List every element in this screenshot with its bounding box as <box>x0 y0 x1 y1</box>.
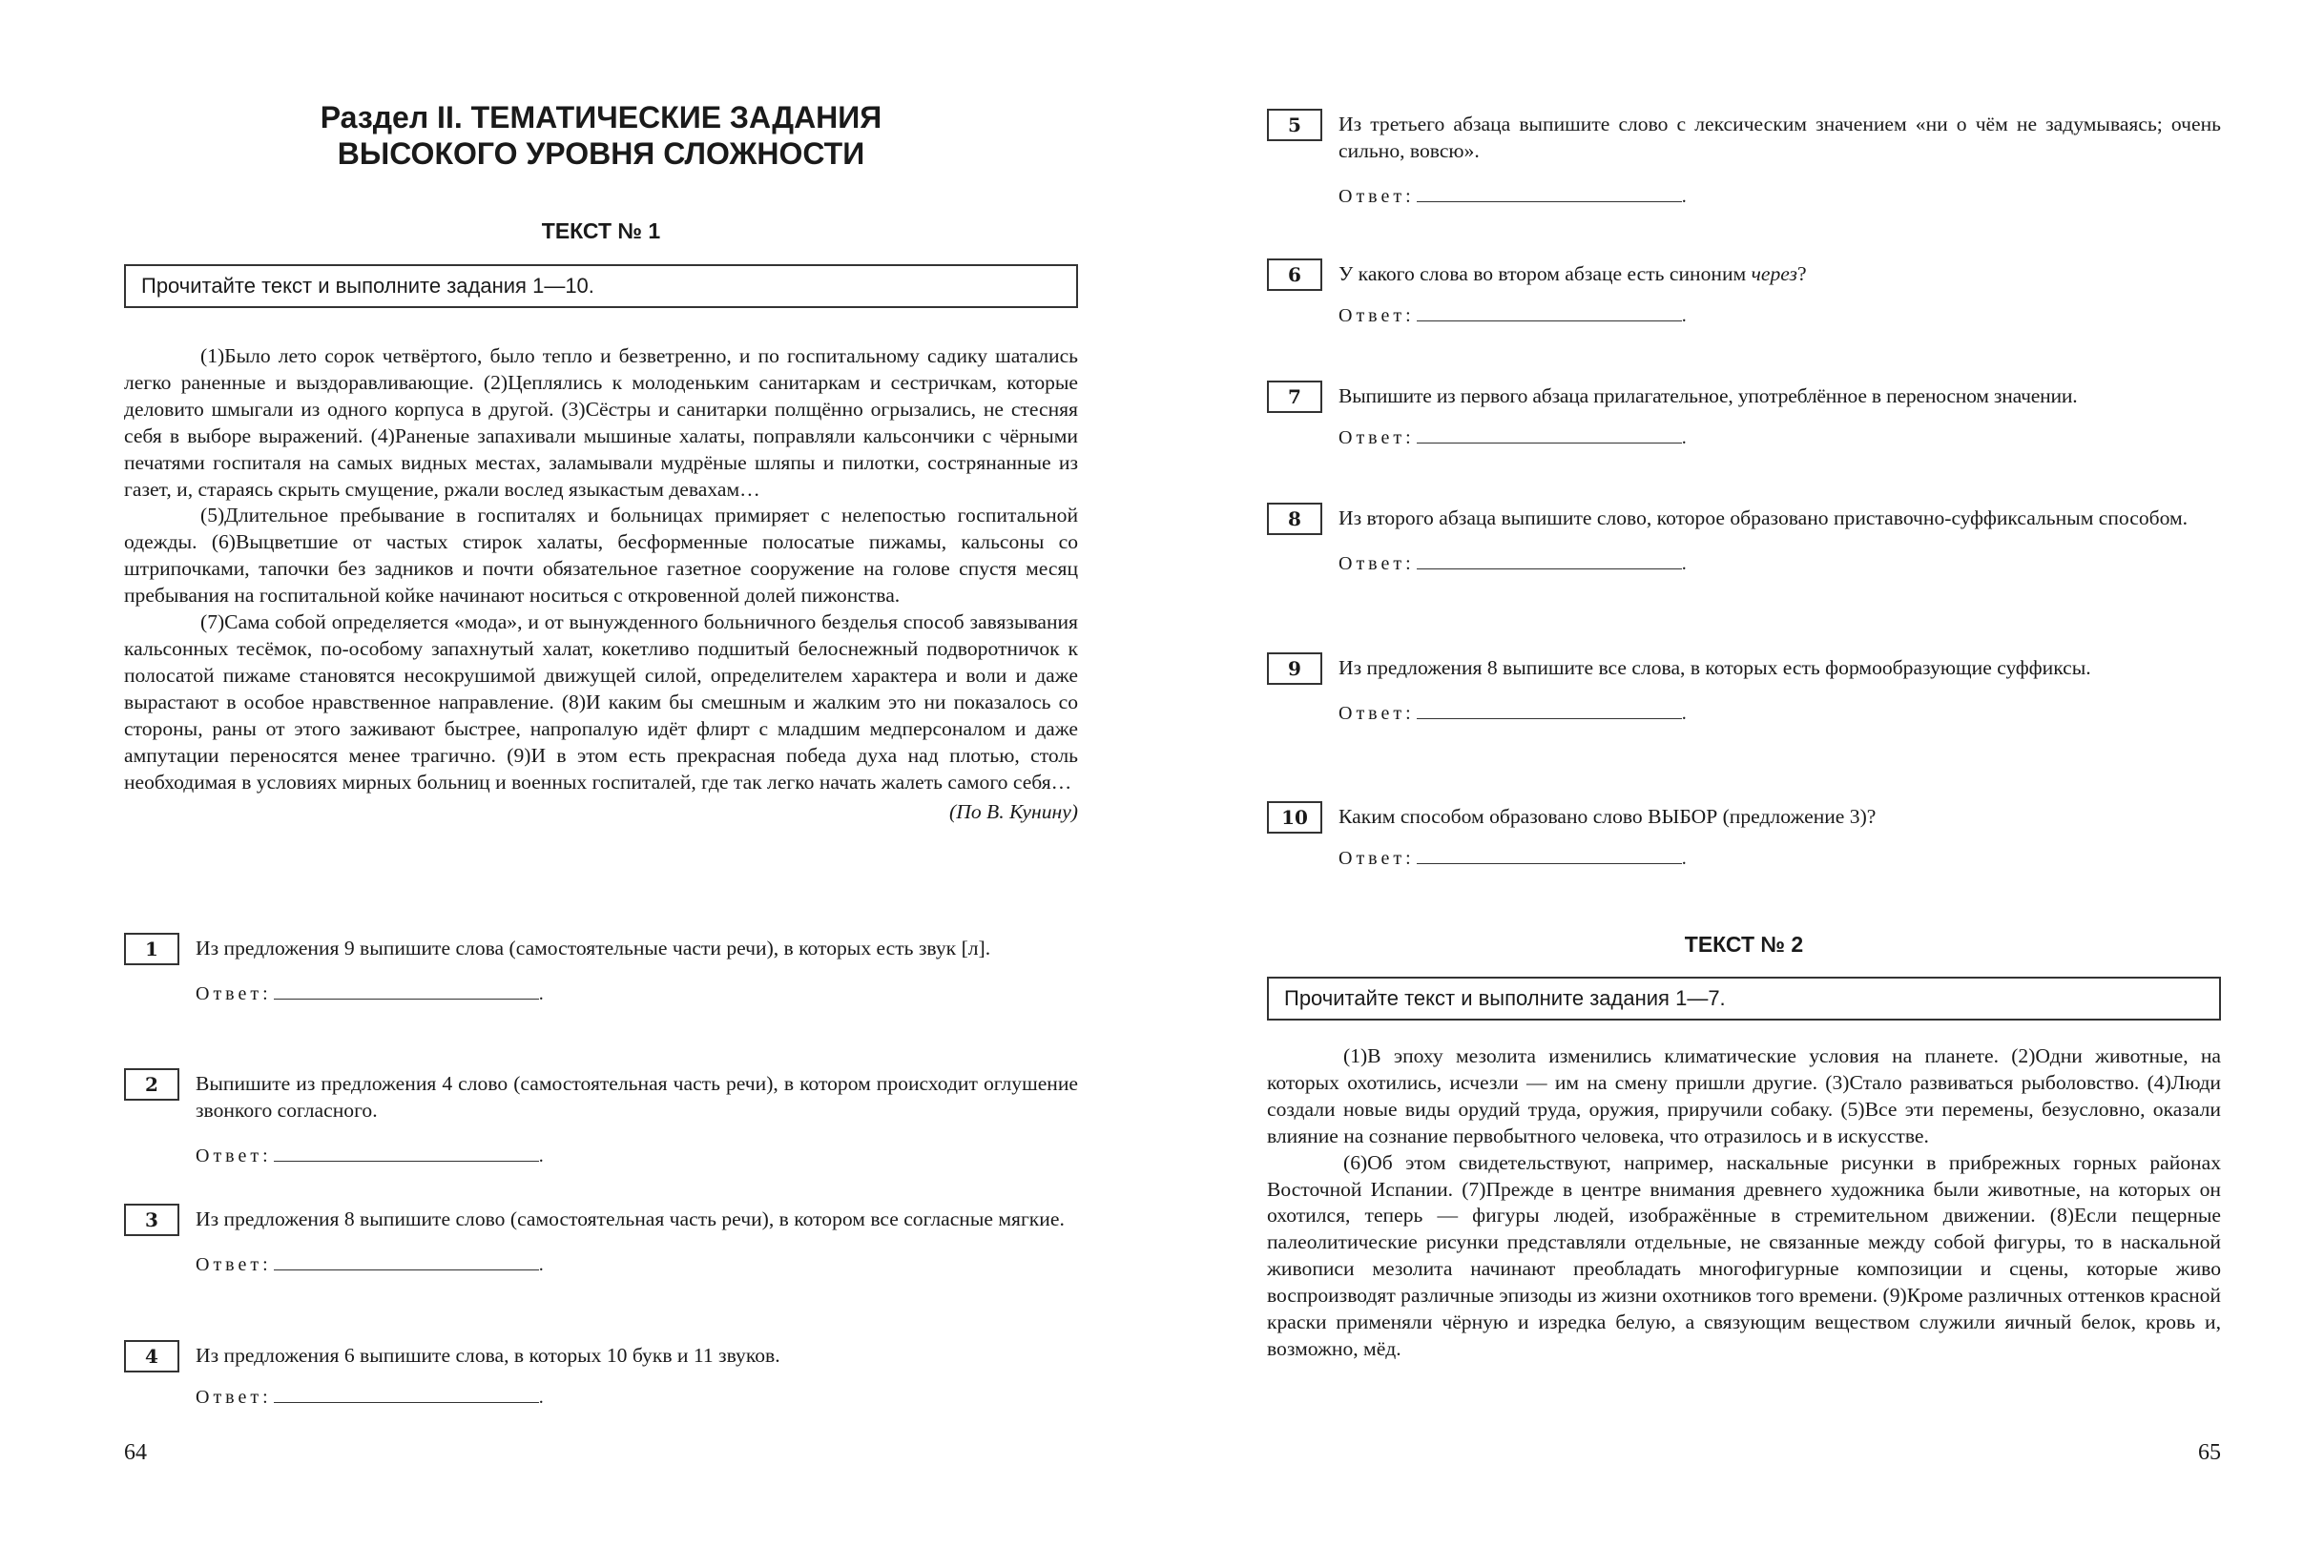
task-1 <box>124 933 1078 1007</box>
answer-field[interactable]: Ответ: . <box>196 1143 1078 1169</box>
task-number: 9 <box>1267 652 1322 685</box>
passage-paragraph: (7)Сама собой определяется «мода», и от вынужденного больничного безделья способ завязывания кальсонных тесёмок, по-особому запахнутый халат, кокетливо подшитый белоснежный подворотничок к полосатой пижаме становятся несокрушимой движущей силой, определителем характера и воли и даже вырастают в особое нравственное направление. (8)И каким бы смешным и жалким это ни показалось со стороны, раны от этого заживают быстрее, напропалую идёт флирт с младшим медперсоналом и даже ампутации переносятся менее трагично. (9)И в этом есть прекрасная победа духа над плотью, столь необходимая в условиях мирных больниц и военных госпиталей, где так легко начать жалеть самого себя… <box>124 610 1078 794</box>
task-number: 3 <box>124 1204 179 1236</box>
task-4 <box>124 1340 1078 1411</box>
answer-label: Ответ: <box>1338 305 1415 326</box>
answer-label: Ответ: <box>196 983 272 1004</box>
answer-field[interactable]: Ответ: . <box>196 1251 1078 1278</box>
answer-field[interactable]: Ответ: . <box>1338 424 2221 451</box>
answer-line[interactable] <box>1417 183 1682 202</box>
task-number: 10 <box>1267 801 1322 834</box>
answer-line[interactable] <box>274 980 539 1000</box>
answer-label: Ответ: <box>1338 186 1415 207</box>
task-number: 7 <box>1267 381 1322 413</box>
answer-label: Ответ: <box>1338 553 1415 574</box>
answer-line[interactable] <box>274 1143 539 1162</box>
section-title <box>124 99 1078 172</box>
passage-paragraph: (5)Длительное пребывание в госпиталях и больницах примиряет с нелепостью госпитальной одежды. (6)Выцветшие от частых стирок халаты, бесформенные полосатые пижамы, кальсоны со штрипочками, тапочки без задников и почти обязательное газетное сооружение на голове спустя месяц пребывания на госпитальной койке начинают носиться с откровенной долей пижонства. <box>124 504 1078 608</box>
task-number: 2 <box>124 1068 179 1101</box>
attribution: (По В. Кунину) <box>949 800 1078 824</box>
text-1-instruction: Прочитайте текст и выполните задания 1—10. <box>124 264 1078 308</box>
task-10 <box>1267 801 2221 872</box>
answer-line[interactable] <box>1417 424 1682 444</box>
answer-label: Ответ: <box>196 1145 272 1166</box>
passage-paragraph: (1)Было лето сорок четвёртого, было тепло и безветренно, и по госпитальному садику шатались легко раненные и выздоравливающие. (2)Цеплялись к молоденьким санитаркам и сестричкам, которые деловито шмыгали из одного корпуса в другой. (3)Сёстры и санитарки полщённо огрызались, не стесняя себя в выборе выражений. (4)Раненые запахивали мышиные халаты, поправляли кальсончики с чёрными печатями госпиталя на самых видных местах, заламывали мудрёные шляпы и пилотки, сострянанные из газет, и, стараясь скрыть смущение, ржали вослед языкастым девахам… <box>124 344 1078 501</box>
answer-field[interactable]: Ответ: . <box>1338 550 2221 577</box>
answer-label: Ответ: <box>196 1387 272 1408</box>
task-5 <box>1267 109 2221 210</box>
task-number: 4 <box>124 1340 179 1372</box>
task-text: Выпишите из первого абзаца прилагательное, употреблённое в переносном значении. <box>1338 384 2078 407</box>
passage-paragraph: (1)В эпоху мезолита изменились климатические условия на планете. (2)Одни животные, на которых охотились, исчезли — им на смену пришли другие. (3)Стало развиваться рыболовство. (4)Люди создали новые виды орудий труда, оружия, приручили собаку. (5)Все эти перемены, безусловно, оказали влияние на сознание первобытного человека, что отразилось и в искусстве. <box>1267 1044 2221 1147</box>
text-2-instruction: Прочитайте текст и выполните задания 1—7. <box>1267 977 2221 1021</box>
task-text: Каким способом образовано слово ВЫБОР (предложение 3)? <box>1338 805 1877 828</box>
answer-field[interactable]: Ответ: . <box>1338 700 2221 727</box>
task-number: 8 <box>1267 503 1322 535</box>
answer-label: Ответ: <box>1338 703 1415 724</box>
task-text-part: У какого слова во втором абзаце есть синоним <box>1338 262 1752 285</box>
answer-line[interactable] <box>274 1251 539 1270</box>
task-text-italic-word: через <box>1751 262 1797 285</box>
task-7 <box>1267 381 2221 451</box>
task-number: 5 <box>1267 109 1322 141</box>
task-text: Из второго абзаца выпишите слово, которое образовано приставочно-суффиксальным способом. <box>1338 506 2189 529</box>
answer-field[interactable]: Ответ: . <box>196 980 1078 1007</box>
task-text: Выпишите из предложения 4 слово (самостоятельная часть речи), в котором происходит оглушение звонкого согласного. <box>196 1072 1078 1122</box>
answer-field[interactable]: Ответ: . <box>196 1384 1078 1411</box>
text-1-passage <box>124 343 1078 826</box>
task-text: Из третьего абзаца выпишите слово с лексическим значением «ни о чём не задумываясь; очень сильно, вовсю». <box>1338 113 2221 162</box>
task-2 <box>124 1068 1078 1169</box>
page-number: 64 <box>124 1440 147 1465</box>
answer-line[interactable] <box>274 1384 539 1403</box>
answer-line[interactable] <box>1417 550 1682 569</box>
text-2-passage <box>1267 1043 2221 1363</box>
text-2-heading: ТЕКСТ № 2 <box>1684 932 1804 957</box>
answer-label: Ответ: <box>1338 848 1415 869</box>
section-title-line-2: ВЫСОКОГО УРОВНЯ СЛОЖНОСТИ <box>337 136 865 171</box>
answer-field[interactable]: Ответ: . <box>1338 845 2221 872</box>
answer-label: Ответ: <box>1338 427 1415 448</box>
answer-label: Ответ: <box>196 1254 272 1275</box>
task-number: 1 <box>124 933 179 965</box>
answer-field[interactable]: Ответ: . <box>1338 183 2221 210</box>
right-page <box>1267 0 2221 1568</box>
task-text-part: ? <box>1797 262 1807 285</box>
task-text: Из предложения 8 выпишите слово (самостоятельная часть речи), в котором все согласные мягкие. <box>196 1207 1065 1230</box>
text-1-heading: ТЕКСТ № 1 <box>541 218 661 243</box>
page-number: 65 <box>2198 1440 2221 1465</box>
task-number: 6 <box>1267 258 1322 291</box>
answer-field[interactable]: Ответ: . <box>1338 302 2221 329</box>
task-text <box>1338 258 2221 287</box>
task-text: Из предложения 9 выпишите слова (самостоятельные части речи), в которых есть звук [л]. <box>196 937 991 959</box>
left-page <box>124 0 1078 1568</box>
answer-line[interactable] <box>1417 845 1682 864</box>
section-title-line-1: Раздел II. ТЕМАТИЧЕСКИЕ ЗАДАНИЯ <box>320 100 882 134</box>
task-text: Из предложения 8 выпишите все слова, в которых есть формообразующие суффиксы. <box>1338 656 2091 679</box>
task-text: Из предложения 6 выпишите слова, в которых 10 букв и 11 звуков. <box>196 1344 780 1367</box>
passage-paragraph: (6)Об этом свидетельствуют, например, наскальные рисунки в прибрежных горных районах Восточной Испании. (7)Прежде в центре внимания древнего художника были животные, на которых он охотился, теперь — фигуры людей, изображённые в стремительном движении. (8)Если пещерные палеолитические рисунки представляли отдельные, не связанные между собой фигуры, то в наскальной живописи мезолита начинают преобладать многофигурные композиции и сцены, которые живо воспроизводят различные эпизоды из жизни охотников того времени. (9)Кроме различных оттенков красной краски применяли чёрную и изредка белую, а связующим веществом служили яичный белок, кровь и, возможно, мёд. <box>1267 1150 2221 1360</box>
task-3 <box>124 1204 1078 1278</box>
task-6 <box>1267 258 2221 329</box>
answer-line[interactable] <box>1417 700 1682 719</box>
answer-line[interactable] <box>1417 302 1682 321</box>
task-9 <box>1267 652 2221 727</box>
task-8 <box>1267 503 2221 577</box>
